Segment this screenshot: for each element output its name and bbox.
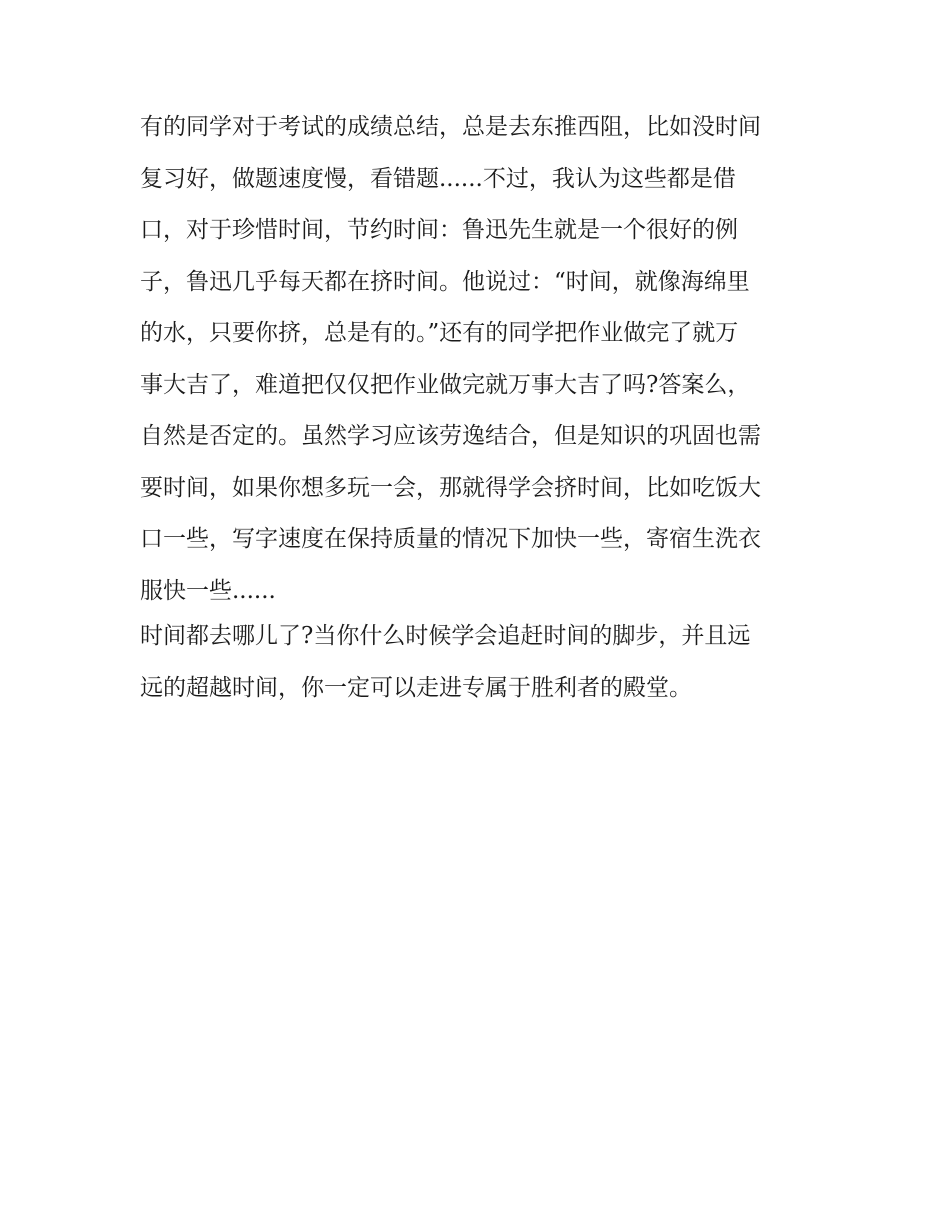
- text-line: 口，对于珍惜时间，节约时间：鲁迅先生就是一个很好的例: [140, 217, 738, 243]
- document-body: [140, 108, 820, 707]
- text-line: 事大吉了，难道把仅仅把作业做完就万事大吉了吗?答案么，: [140, 371, 751, 398]
- paragraph-1: [140, 108, 820, 610]
- text-line: 有的同学对于考试的成绩总结，总是去东推西阻，比如没时间: [140, 114, 761, 140]
- text-line: 口一些，写字速度在保持质量的情况下加快一些，寄宿生洗衣: [140, 526, 761, 552]
- text-line: 时间都去哪儿了?当你什么时候学会追赶时间的脚步，并且远: [140, 623, 751, 649]
- text-line: 复习好，做题速度慢，看错题......不过，我认为这些都是借: [140, 165, 736, 192]
- text-line: 远的超越时间，你一定可以走进专属于胜利者的殿堂。: [140, 674, 692, 701]
- text-line: 服快一些......: [140, 577, 276, 604]
- text-line: 自然是否定的。虽然学习应该劳逸结合，但是知识的巩固也需: [140, 423, 761, 449]
- text-line: 子，鲁迅几乎每天都在挤时间。他说过：“时间，就像海绵里: [140, 268, 750, 295]
- text-line: 要时间，如果你想多玩一会，那就得学会挤时间，比如吃饭大: [140, 474, 761, 501]
- text-line: 的水，只要你挤，总是有的。”还有的同学把作业做完了就万: [140, 320, 739, 346]
- paragraph-2: [140, 617, 820, 707]
